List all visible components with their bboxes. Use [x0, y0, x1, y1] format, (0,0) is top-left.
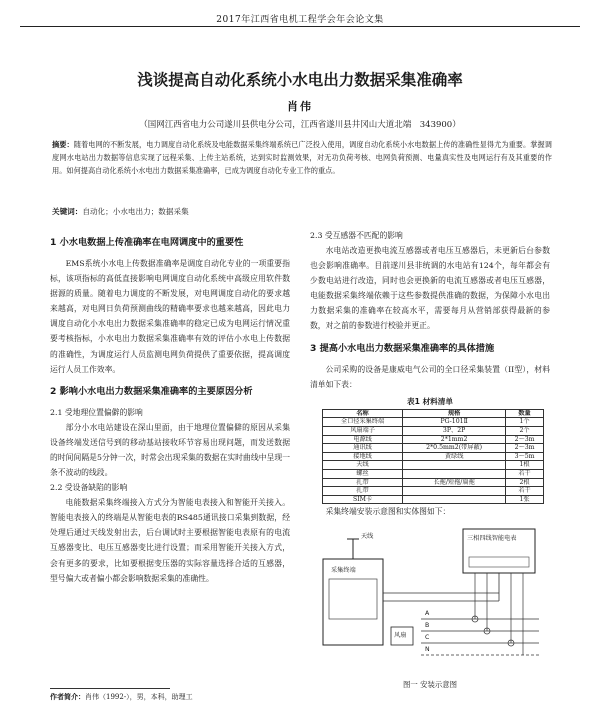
table-cell: 全口径采集终端: [323, 418, 403, 427]
phase-c-label: C: [425, 634, 430, 642]
phase-a-label: A: [425, 610, 430, 618]
table-row: [323, 478, 544, 487]
left-column: [50, 228, 290, 586]
footnote-text: 肖伟（1992-），男，本科，助理工: [85, 693, 193, 701]
table-header-cell: 名称: [323, 409, 403, 418]
abstract-text: 随着电网的不断发展，电力调度自动化系统及电能数据采集终端系统已广泛投入使用，调度自动化系统小水电数据上传的准确性显得尤为重要。掌握调度网水电站出力数据等信息实现了远程采集、上传主站系统，达到实时监测效果，对无功负荷考核、电网负荷预测、电量真实性及电网运行有及其重要的作用。如何提高自动化系统小水电出力数据采集准确率，已成为调度自动化专业工作的重点。: [52, 140, 552, 176]
meter-label: 三相四线智能电表: [467, 535, 517, 543]
table-cell: 2*1mm2: [403, 435, 506, 444]
abstract: [52, 138, 552, 178]
table-header-row: [323, 409, 544, 418]
installation-diagram-svg: [313, 523, 547, 675]
table-cell: [403, 470, 506, 479]
section-2-2-heading: 2.2 受设备缺陷的影响: [50, 483, 128, 493]
fan-label: 风扇: [394, 632, 407, 640]
table-row: [323, 495, 544, 504]
table-cell: 1个: [506, 418, 544, 427]
table-cell: [403, 495, 506, 504]
paper-title: 浅谈提高自动化系统小水电出力数据采集准确率: [137, 71, 463, 89]
header-rule: [20, 26, 580, 27]
table-cell: 3～5m: [506, 452, 544, 461]
section-3-heading: 3 提高小水电出力数据采集准确率的具体措施: [310, 342, 495, 354]
table-cell: 黄绿线: [403, 452, 506, 461]
table-row: [323, 487, 544, 496]
running-head: 2017年江西省电机工程学会年会论文集: [216, 15, 384, 25]
table-caption: 表1 材料清单: [407, 396, 453, 406]
abstract-label: 摘要：: [52, 140, 74, 149]
footnote-rule: [50, 688, 170, 689]
table-cell: 接地线: [323, 452, 403, 461]
author-affiliation: （国网江西省电力公司遂川县供电分公司，江西省遂川县井冈山大道北端 343900）: [139, 120, 461, 130]
phase-b-label: B: [425, 622, 430, 630]
table-cell: 若干: [506, 470, 544, 479]
table-row: [323, 427, 544, 436]
section-2-3-heading: 2.3 受互感器不匹配的影响: [310, 231, 403, 240]
table-cell: SIM卡: [323, 495, 403, 504]
figure-caption: 图一 安装示意图: [402, 680, 458, 690]
table-cell: 2～3m: [506, 444, 544, 453]
table-cell: 2*0.5mm2(带屏蔽): [403, 444, 506, 453]
table-cell: [403, 461, 506, 470]
table-cell: 2～3m: [506, 435, 544, 444]
table-row: [323, 435, 544, 444]
author-footnote: [50, 692, 310, 702]
section-1-paragraph: EMS系统小水电上传数据准确率是调度自动化专业的一项重要指标，该项指标的高低直接影响电网调度自动化系统中高级应用软件数据源的质量。随着电力调度的不断发展，对电网调度自动化的要求越来越高，对电网日负荷预测曲线的精确率要求也越来越高，因此电力调度自动化小水电出力数据采集准确率的稳定已成为电网运行情况重要考核指标，小水电出力数据采集准确率有效的评估小水电上传数据的准确性，为调度运行人员监测电网负荷提供了重要依据，提高调度运行人员工作效率。: [50, 259, 290, 374]
table-cell: 1张: [506, 495, 544, 504]
section-2-1-paragraph: 部分小水电站建设在深山里面，由于地理位置偏僻的原因从采集设备终端发送信号到的移动基站接收环节容易出现问题，而发送数据的时间间隔是5分钟一次，时常会出现采集的数据在实时曲线中呈现一条不波动的线段。: [50, 422, 290, 478]
author-name: 肖伟: [287, 100, 313, 113]
meter-terminal-block: [469, 557, 529, 567]
table-cell: 风扇端子: [323, 427, 403, 436]
footnote-label: 作者简介：: [50, 693, 85, 701]
table-row: [323, 470, 544, 479]
table-cell: 1根: [506, 461, 544, 470]
collector-label: 采集终端: [331, 567, 356, 575]
table-cell: [403, 487, 506, 496]
table-cell: 通讯线: [323, 444, 403, 453]
table-cell: 扎带: [323, 487, 403, 496]
table-row: [323, 452, 544, 461]
table-cell: 2个: [506, 427, 544, 436]
table-cell: 长拖/短拖/扁拖: [403, 478, 506, 487]
table-cell: 螺丝: [323, 470, 403, 479]
table-cell: 3P、2P: [403, 427, 506, 436]
section-2-heading: 2 影响小水电出力数据采集准确率的主要原因分析: [50, 385, 253, 397]
keywords-label: 关键词：: [52, 207, 83, 216]
section-2-1-heading: 2.1 受地理位置偏僻的影响: [50, 407, 143, 417]
table-header-cell: 数量: [506, 409, 544, 418]
table-cell: 若干: [506, 487, 544, 496]
table-cell: 天线: [323, 461, 403, 470]
right-column: [310, 228, 550, 693]
antenna-label: 天线: [361, 533, 374, 541]
keywords-text: 自动化；小水电出力；数据采集: [82, 207, 189, 216]
table-cell: 电源线: [323, 435, 403, 444]
table-cell: PG-101Ⅱ: [403, 418, 506, 427]
collector-panel: [329, 579, 377, 619]
section-1-heading: 1 小水电数据上传准确率在电网调度中的重要性: [50, 237, 244, 248]
figure-intro: 采集终端安装示意图和实体图如下：: [325, 507, 451, 517]
table-cell: 2根: [506, 478, 544, 487]
table-row: [323, 418, 544, 427]
table-cell: 扎带: [323, 478, 403, 487]
section-2-2-paragraph: 电能数据采集终端接入方式分为智能电表接入和智能开关接入。智能电表接入的终端是从智能电表的RS485通讯接口采集到数据，经处理后通过天线发射出去，后台调试时主要根据智能电表原有的电流互感器变比、电压互感器变比进行设置；而采用智能开关接入方式，会有更多的要求，比如要根据变压器的实际容量选择合适的互感器，型号偏大或者偏小都会影响数据采集的准确性。: [50, 498, 290, 583]
section-2-3-paragraph: 水电站改造更换电流互感器或者电压互感器后，未更新后台参数也会影响准确率。目前遂川县非统调的水电站有124个，每年都会有少数电站进行改造，同时也会更换新的电流互感器或者电压互感器，电能数据采集终端依赖于这些参数提供准确的数据，为保障小水电出力数据采集的准确率在较高水平，需要每月从营销部获得最新的参数，对之前的参数进行校验并更正。: [310, 246, 550, 331]
neutral-label: N: [425, 646, 430, 654]
materials-table: [322, 409, 544, 505]
keywords: [52, 206, 552, 217]
table-header-cell: 规格: [403, 409, 506, 418]
installation-diagram: [313, 523, 547, 675]
table-row: [323, 444, 544, 453]
table-row: [323, 461, 544, 470]
section-3-paragraph: 公司采购的设备是康威电气公司的全口径采集装置（II型），材料清单如下表：: [310, 364, 550, 389]
